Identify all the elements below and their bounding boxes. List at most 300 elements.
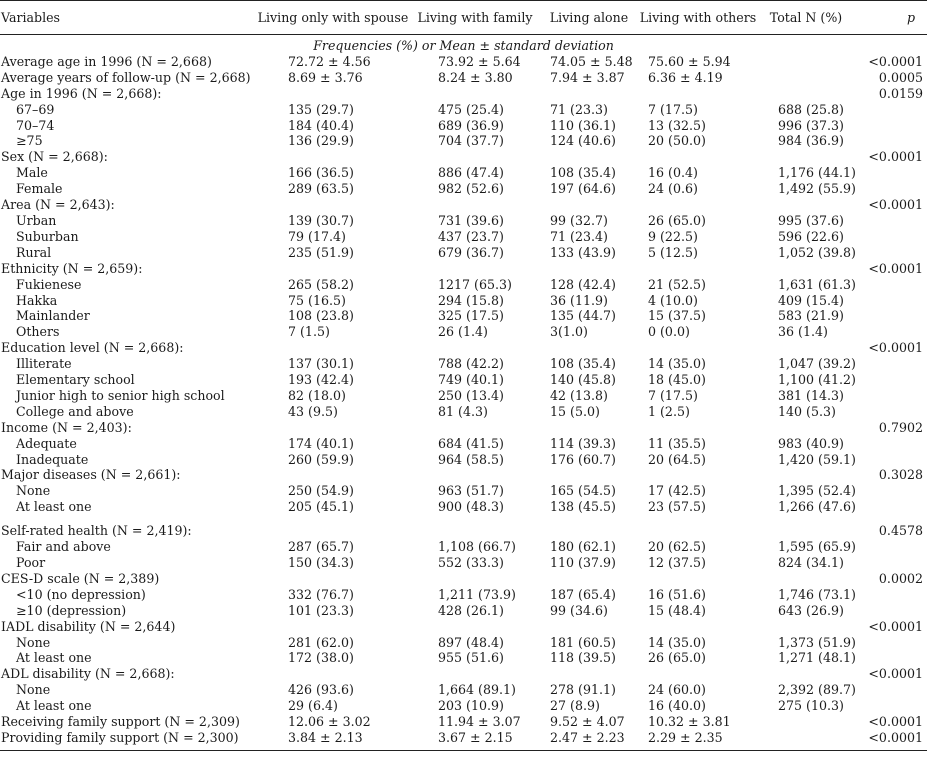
row-label: Illiterate xyxy=(16,356,72,372)
row-label: 67–69 xyxy=(16,101,55,117)
total-value xyxy=(758,467,854,483)
p-value xyxy=(854,483,927,499)
others-value: 4 (10.0) xyxy=(648,292,698,308)
total-value xyxy=(758,666,854,682)
p-value xyxy=(854,324,927,340)
table-row xyxy=(0,539,927,555)
total-value: 1,631 (61.3) xyxy=(778,276,856,292)
family-value: 203 (10.9) xyxy=(438,698,504,714)
family-value: 26 (1.4) xyxy=(438,324,488,340)
table-row xyxy=(0,165,927,181)
family-value: 788 (42.2) xyxy=(438,356,504,372)
family-value: 250 (13.4) xyxy=(438,387,504,403)
total-value: 1,052 (39.8) xyxy=(778,244,856,260)
others-value: 7 (17.5) xyxy=(648,101,698,117)
spouse-value: 139 (30.7) xyxy=(288,212,354,228)
p-value xyxy=(854,372,927,388)
p-value xyxy=(854,388,927,404)
spouse-value: 79 (17.4) xyxy=(288,228,346,244)
p-value xyxy=(854,555,927,571)
alone-value: 110 (36.1) xyxy=(550,117,616,133)
family-value: 684 (41.5) xyxy=(438,435,504,451)
family-value: 982 (52.6) xyxy=(438,181,504,197)
spouse-value xyxy=(256,515,410,539)
row-label: Inadequate xyxy=(16,451,89,467)
spouse-value: 281 (62.0) xyxy=(288,634,354,650)
family-value: 964 (58.5) xyxy=(438,451,504,467)
others-value: 17 (42.5) xyxy=(648,483,706,499)
row-label: Adequate xyxy=(16,435,77,451)
total-value: 984 (36.9) xyxy=(778,133,844,149)
others-value: 15 (37.5) xyxy=(648,308,706,324)
spouse-value: 108 (23.8) xyxy=(288,308,354,324)
p-value: <0.0001 xyxy=(868,197,923,213)
total-value: 596 (22.6) xyxy=(778,228,844,244)
alone-value: 114 (39.3) xyxy=(550,435,616,451)
p-value: 0.0159 xyxy=(878,85,923,101)
others-value: 7 (17.5) xyxy=(648,387,698,403)
table-row xyxy=(0,293,927,309)
p-value xyxy=(854,245,927,261)
total-value: 36 (1.4) xyxy=(778,324,828,340)
family-value: 1217 (65.3) xyxy=(438,276,512,292)
family-value: 11.94 ± 3.07 xyxy=(438,714,521,730)
row-label: Hakka xyxy=(16,292,58,308)
p-value: <0.0001 xyxy=(868,618,923,634)
row-label: ≥75 xyxy=(16,133,43,149)
p-value xyxy=(854,698,927,714)
row-label: Mainlander xyxy=(16,308,90,324)
alone-value xyxy=(540,86,638,102)
row-label: Junior high to senior high school xyxy=(16,387,225,403)
spouse-value xyxy=(256,571,410,587)
row-label: At least one xyxy=(16,698,92,714)
alone-value: 74.05 ± 5.48 xyxy=(550,53,633,69)
table-row xyxy=(0,650,927,666)
alone-value xyxy=(540,197,638,213)
row-label: Ethnicity (N = 2,659): xyxy=(1,260,143,276)
table-row xyxy=(0,197,927,213)
family-value: 325 (17.5) xyxy=(438,308,504,324)
row-label: At least one xyxy=(16,499,92,515)
p-value: <0.0001 xyxy=(868,53,923,69)
others-value: 16 (0.4) xyxy=(648,165,698,181)
spouse-value xyxy=(256,86,410,102)
table-row xyxy=(0,324,927,340)
header-living-alone: Living alone xyxy=(540,1,638,35)
family-value xyxy=(410,261,540,277)
spouse-value: 3.84 ± 2.13 xyxy=(256,730,410,750)
spouse-value: 250 (54.9) xyxy=(288,483,354,499)
alone-value: 3(1.0) xyxy=(550,324,588,340)
alone-value xyxy=(540,619,638,635)
others-value: 14 (35.0) xyxy=(648,634,706,650)
total-value: 275 (10.3) xyxy=(778,698,844,714)
spouse-value: 289 (63.5) xyxy=(288,181,354,197)
family-value xyxy=(410,197,540,213)
family-value: 963 (51.7) xyxy=(438,483,504,499)
alone-value: 181 (60.5) xyxy=(550,634,616,650)
alone-value: 9.52 ± 4.07 xyxy=(550,714,625,730)
table-row xyxy=(0,420,927,436)
total-value: 1,047 (39.2) xyxy=(778,356,856,372)
spouse-value: 72.72 ± 4.56 xyxy=(288,53,371,69)
row-label: ADL disability (N = 2,668): xyxy=(1,666,175,682)
spouse-value: 174 (40.1) xyxy=(288,435,354,451)
p-value: 0.4578 xyxy=(878,523,923,539)
family-value: 689 (36.9) xyxy=(438,117,504,133)
alone-value: 27 (8.9) xyxy=(550,698,600,714)
p-value xyxy=(854,229,927,245)
family-value xyxy=(410,467,540,483)
table-row xyxy=(0,571,927,587)
others-value: 11 (35.5) xyxy=(648,435,706,451)
family-value: 897 (48.4) xyxy=(438,634,504,650)
alone-value xyxy=(540,571,638,587)
total-value: 688 (25.8) xyxy=(778,101,844,117)
row-label: Age in 1996 (N = 2,668): xyxy=(1,85,162,101)
row-label: Others xyxy=(16,324,60,340)
table-row xyxy=(0,467,927,483)
p-value: <0.0001 xyxy=(868,666,923,682)
table-row xyxy=(0,404,927,420)
total-value: 409 (15.4) xyxy=(778,292,844,308)
row-label: Poor xyxy=(16,555,46,570)
family-value xyxy=(410,666,540,682)
others-value xyxy=(638,666,758,682)
family-value xyxy=(410,149,540,165)
spouse-value: 12.06 ± 3.02 xyxy=(288,714,371,730)
alone-value: 99 (34.6) xyxy=(550,602,608,618)
others-value xyxy=(638,261,758,277)
alone-value: 15 (5.0) xyxy=(550,403,600,419)
p-value xyxy=(854,277,927,293)
p-value: 0.7902 xyxy=(878,419,923,435)
alone-value: 176 (60.7) xyxy=(550,451,616,467)
alone-value: 42 (13.8) xyxy=(550,387,608,403)
table-row xyxy=(0,133,927,149)
alone-value: 187 (65.4) xyxy=(550,586,616,602)
header-living-with-others: Living with others xyxy=(638,1,758,35)
total-value: 1,271 (48.1) xyxy=(778,650,856,666)
spouse-value: 332 (76.7) xyxy=(288,586,354,602)
others-value xyxy=(638,197,758,213)
table-row xyxy=(0,515,927,539)
header-p-value: p xyxy=(854,1,927,35)
others-value xyxy=(638,467,758,483)
p-value xyxy=(854,356,927,372)
spouse-value: 184 (40.4) xyxy=(288,117,354,133)
row-label: Sex (N = 2,668): xyxy=(1,149,108,165)
others-value: 5 (12.5) xyxy=(648,244,698,260)
others-value xyxy=(638,619,758,635)
others-value: 24 (60.0) xyxy=(648,682,706,698)
others-value: 26 (65.0) xyxy=(648,212,706,228)
header-living-with-spouse: Living only with spouse xyxy=(256,1,410,35)
row-label: Providing family support (N = 2,300) xyxy=(0,730,256,750)
spouse-value: 135 (29.7) xyxy=(288,101,354,117)
table-row xyxy=(0,483,927,499)
total-value xyxy=(758,261,854,277)
p-value xyxy=(854,165,927,181)
family-value: 475 (25.4) xyxy=(438,101,504,117)
family-value: 749 (40.1) xyxy=(438,372,504,388)
others-value: 2.29 ± 2.35 xyxy=(638,730,758,750)
row-label: Area (N = 2,643): xyxy=(1,197,115,213)
row-label: Education level (N = 2,668): xyxy=(1,340,184,356)
row-label: Suburban xyxy=(16,228,79,244)
table-row xyxy=(0,86,927,102)
table-row xyxy=(0,277,927,293)
p-value xyxy=(854,635,927,651)
total-value: 140 (5.3) xyxy=(778,403,836,419)
total-value: 1,100 (41.2) xyxy=(778,372,856,388)
alone-value: 138 (45.5) xyxy=(550,499,616,515)
spouse-value: 172 (38.0) xyxy=(288,650,354,666)
spouse-value: 43 (9.5) xyxy=(288,403,338,419)
p-value xyxy=(854,650,927,666)
row-label: Receiving family support (N = 2,309) xyxy=(1,714,240,730)
p-value xyxy=(854,118,927,134)
family-value: 552 (33.3) xyxy=(438,555,504,570)
row-label: College and above xyxy=(16,403,134,419)
row-label: Male xyxy=(16,165,48,181)
table-row xyxy=(0,213,927,229)
alone-value: 71 (23.4) xyxy=(550,228,608,244)
alone-value: 71 (23.3) xyxy=(550,101,608,117)
p-value xyxy=(854,682,927,698)
alone-value xyxy=(540,515,638,539)
total-value: 824 (34.1) xyxy=(778,555,844,570)
spouse-value xyxy=(256,149,410,165)
family-value: 955 (51.6) xyxy=(438,650,504,666)
spouse-value: 75 (16.5) xyxy=(288,292,346,308)
spouse-value xyxy=(256,197,410,213)
family-value xyxy=(410,619,540,635)
alone-value: 128 (42.4) xyxy=(550,276,616,292)
family-value xyxy=(410,515,540,539)
others-value: 20 (50.0) xyxy=(648,133,706,149)
table-row xyxy=(0,635,927,651)
spouse-value: 82 (18.0) xyxy=(288,387,346,403)
alone-value: 278 (91.1) xyxy=(550,682,616,698)
p-value xyxy=(854,102,927,118)
others-value xyxy=(638,515,758,539)
subheader-row xyxy=(0,35,927,54)
row-label: At least one xyxy=(16,650,92,666)
others-value xyxy=(638,340,758,356)
others-value xyxy=(638,571,758,587)
spouse-value: 205 (45.1) xyxy=(288,499,354,515)
alone-value xyxy=(540,420,638,436)
family-value: 437 (23.7) xyxy=(438,228,504,244)
total-value xyxy=(758,420,854,436)
alone-value xyxy=(540,149,638,165)
spouse-value: 7 (1.5) xyxy=(288,324,330,340)
others-value: 9 (22.5) xyxy=(648,228,698,244)
p-value xyxy=(854,587,927,603)
others-value: 13 (32.5) xyxy=(648,117,706,133)
total-value: 996 (37.3) xyxy=(778,117,844,133)
total-value: 1,746 (73.1) xyxy=(778,586,856,602)
spouse-value: 136 (29.9) xyxy=(288,133,354,149)
family-value: 1,664 (89.1) xyxy=(438,682,516,698)
table-row xyxy=(0,340,927,356)
table-row xyxy=(0,666,927,682)
p-value: <0.0001 xyxy=(868,149,923,165)
alone-value: 7.94 ± 3.87 xyxy=(550,69,625,85)
alone-value: 110 (37.9) xyxy=(550,555,616,570)
family-value: 731 (39.6) xyxy=(438,212,504,228)
row-label: ≥10 (depression) xyxy=(16,602,127,618)
spouse-value xyxy=(256,420,410,436)
table-row xyxy=(0,54,927,70)
p-value: <0.0001 xyxy=(868,340,923,356)
family-value xyxy=(410,340,540,356)
table-row xyxy=(0,587,927,603)
alone-value: 180 (62.1) xyxy=(550,539,616,555)
others-value: 12 (37.5) xyxy=(648,555,706,570)
spouse-value xyxy=(256,340,410,356)
family-value: 73.92 ± 5.64 xyxy=(438,53,521,69)
p-value xyxy=(854,133,927,149)
total-value xyxy=(758,571,854,587)
p-value xyxy=(854,181,927,197)
table-row xyxy=(0,245,927,261)
total-value: 583 (21.9) xyxy=(778,308,844,324)
total-value xyxy=(758,619,854,635)
others-value xyxy=(638,149,758,165)
p-value: 0.3028 xyxy=(878,467,923,483)
family-value: 1,211 (73.9) xyxy=(438,586,516,602)
spouse-value: 426 (93.6) xyxy=(288,682,354,698)
row-label: Fukienese xyxy=(16,276,82,292)
p-value xyxy=(854,499,927,515)
alone-value: 118 (39.5) xyxy=(550,650,616,666)
table-row xyxy=(0,714,927,730)
total-value xyxy=(758,54,854,70)
spouse-value: 260 (59.9) xyxy=(288,451,354,467)
family-value xyxy=(410,86,540,102)
others-value: 20 (64.5) xyxy=(648,451,706,467)
spouse-value: 29 (6.4) xyxy=(288,698,338,714)
others-value: 23 (57.5) xyxy=(648,499,706,515)
table-body xyxy=(0,35,927,751)
alone-value: 99 (32.7) xyxy=(550,212,608,228)
p-value xyxy=(854,436,927,452)
family-value: 900 (48.3) xyxy=(438,499,504,515)
subheader-text: Frequencies (%) or Mean ± standard deviation xyxy=(313,38,614,53)
others-value: 26 (65.0) xyxy=(648,650,706,666)
spouse-value: 8.69 ± 3.76 xyxy=(288,69,363,85)
p-value xyxy=(854,603,927,619)
row-label: Female xyxy=(16,181,63,197)
alone-value xyxy=(540,666,638,682)
total-value xyxy=(758,197,854,213)
spouse-value xyxy=(256,261,410,277)
table-row xyxy=(0,102,927,118)
table-row xyxy=(0,118,927,134)
p-value: <0.0001 xyxy=(868,260,923,276)
others-value: 1 (2.5) xyxy=(648,403,690,419)
total-value xyxy=(758,70,854,86)
spouse-value: 137 (30.1) xyxy=(288,356,354,372)
others-value xyxy=(638,86,758,102)
others-value: 16 (40.0) xyxy=(648,698,706,714)
header-total: Total N (%) xyxy=(758,1,854,35)
spouse-value xyxy=(256,619,410,635)
total-value xyxy=(758,515,854,539)
others-value: 20 (62.5) xyxy=(648,539,706,555)
total-value xyxy=(758,340,854,356)
table-row xyxy=(0,452,927,468)
total-value: 995 (37.6) xyxy=(778,212,844,228)
alone-value: 108 (35.4) xyxy=(550,356,616,372)
p-value: <0.0001 xyxy=(854,730,927,750)
row-label: Urban xyxy=(16,212,57,228)
p-value: <0.0001 xyxy=(868,714,923,730)
alone-value: 135 (44.7) xyxy=(550,308,616,324)
table-row xyxy=(0,682,927,698)
family-value: 8.24 ± 3.80 xyxy=(438,69,513,85)
p-value xyxy=(854,308,927,324)
table-row xyxy=(0,356,927,372)
table-row xyxy=(0,499,927,515)
others-value: 24 (0.6) xyxy=(648,181,698,197)
table-row xyxy=(0,70,927,86)
family-value: 428 (26.1) xyxy=(438,602,504,618)
total-value xyxy=(758,714,854,730)
total-value: 643 (26.9) xyxy=(778,602,844,618)
table-row xyxy=(0,555,927,571)
p-value xyxy=(854,213,927,229)
alone-value: 108 (35.4) xyxy=(550,165,616,181)
table-row xyxy=(0,619,927,635)
p-value: 0.0002 xyxy=(878,570,923,586)
alone-value: 133 (43.9) xyxy=(550,244,616,260)
row-label: Self-rated health (N = 2,419): xyxy=(1,523,192,539)
p-value xyxy=(854,539,927,555)
alone-value xyxy=(540,261,638,277)
total-value: 1,395 (52.4) xyxy=(778,483,856,499)
spouse-value xyxy=(256,666,410,682)
table-row xyxy=(0,261,927,277)
spouse-value: 193 (42.4) xyxy=(288,372,354,388)
table-row xyxy=(0,436,927,452)
family-value: 3.67 ± 2.15 xyxy=(410,730,540,750)
total-value: 1,176 (44.1) xyxy=(778,165,856,181)
others-value: 15 (48.4) xyxy=(648,602,706,618)
table-row xyxy=(0,229,927,245)
row-label: CES-D scale (N = 2,389) xyxy=(1,570,160,586)
total-value xyxy=(758,149,854,165)
row-label: Elementary school xyxy=(16,372,135,388)
alone-value xyxy=(540,467,638,483)
others-value: 0 (0.0) xyxy=(648,324,690,340)
table-row xyxy=(0,388,927,404)
family-value: 81 (4.3) xyxy=(438,403,488,419)
total-value: 2,392 (89.7) xyxy=(778,682,856,698)
p-value: 0.0005 xyxy=(878,69,923,85)
alone-value: 165 (54.5) xyxy=(550,483,616,499)
row-label: Income (N = 2,403): xyxy=(1,419,132,435)
row-label: None xyxy=(16,682,51,698)
row-label: Average years of follow-up (N = 2,668) xyxy=(1,69,251,85)
family-value: 886 (47.4) xyxy=(438,165,504,181)
others-value xyxy=(638,420,758,436)
alone-value: 2.47 ± 2.23 xyxy=(540,730,638,750)
others-value: 16 (51.6) xyxy=(648,586,706,602)
